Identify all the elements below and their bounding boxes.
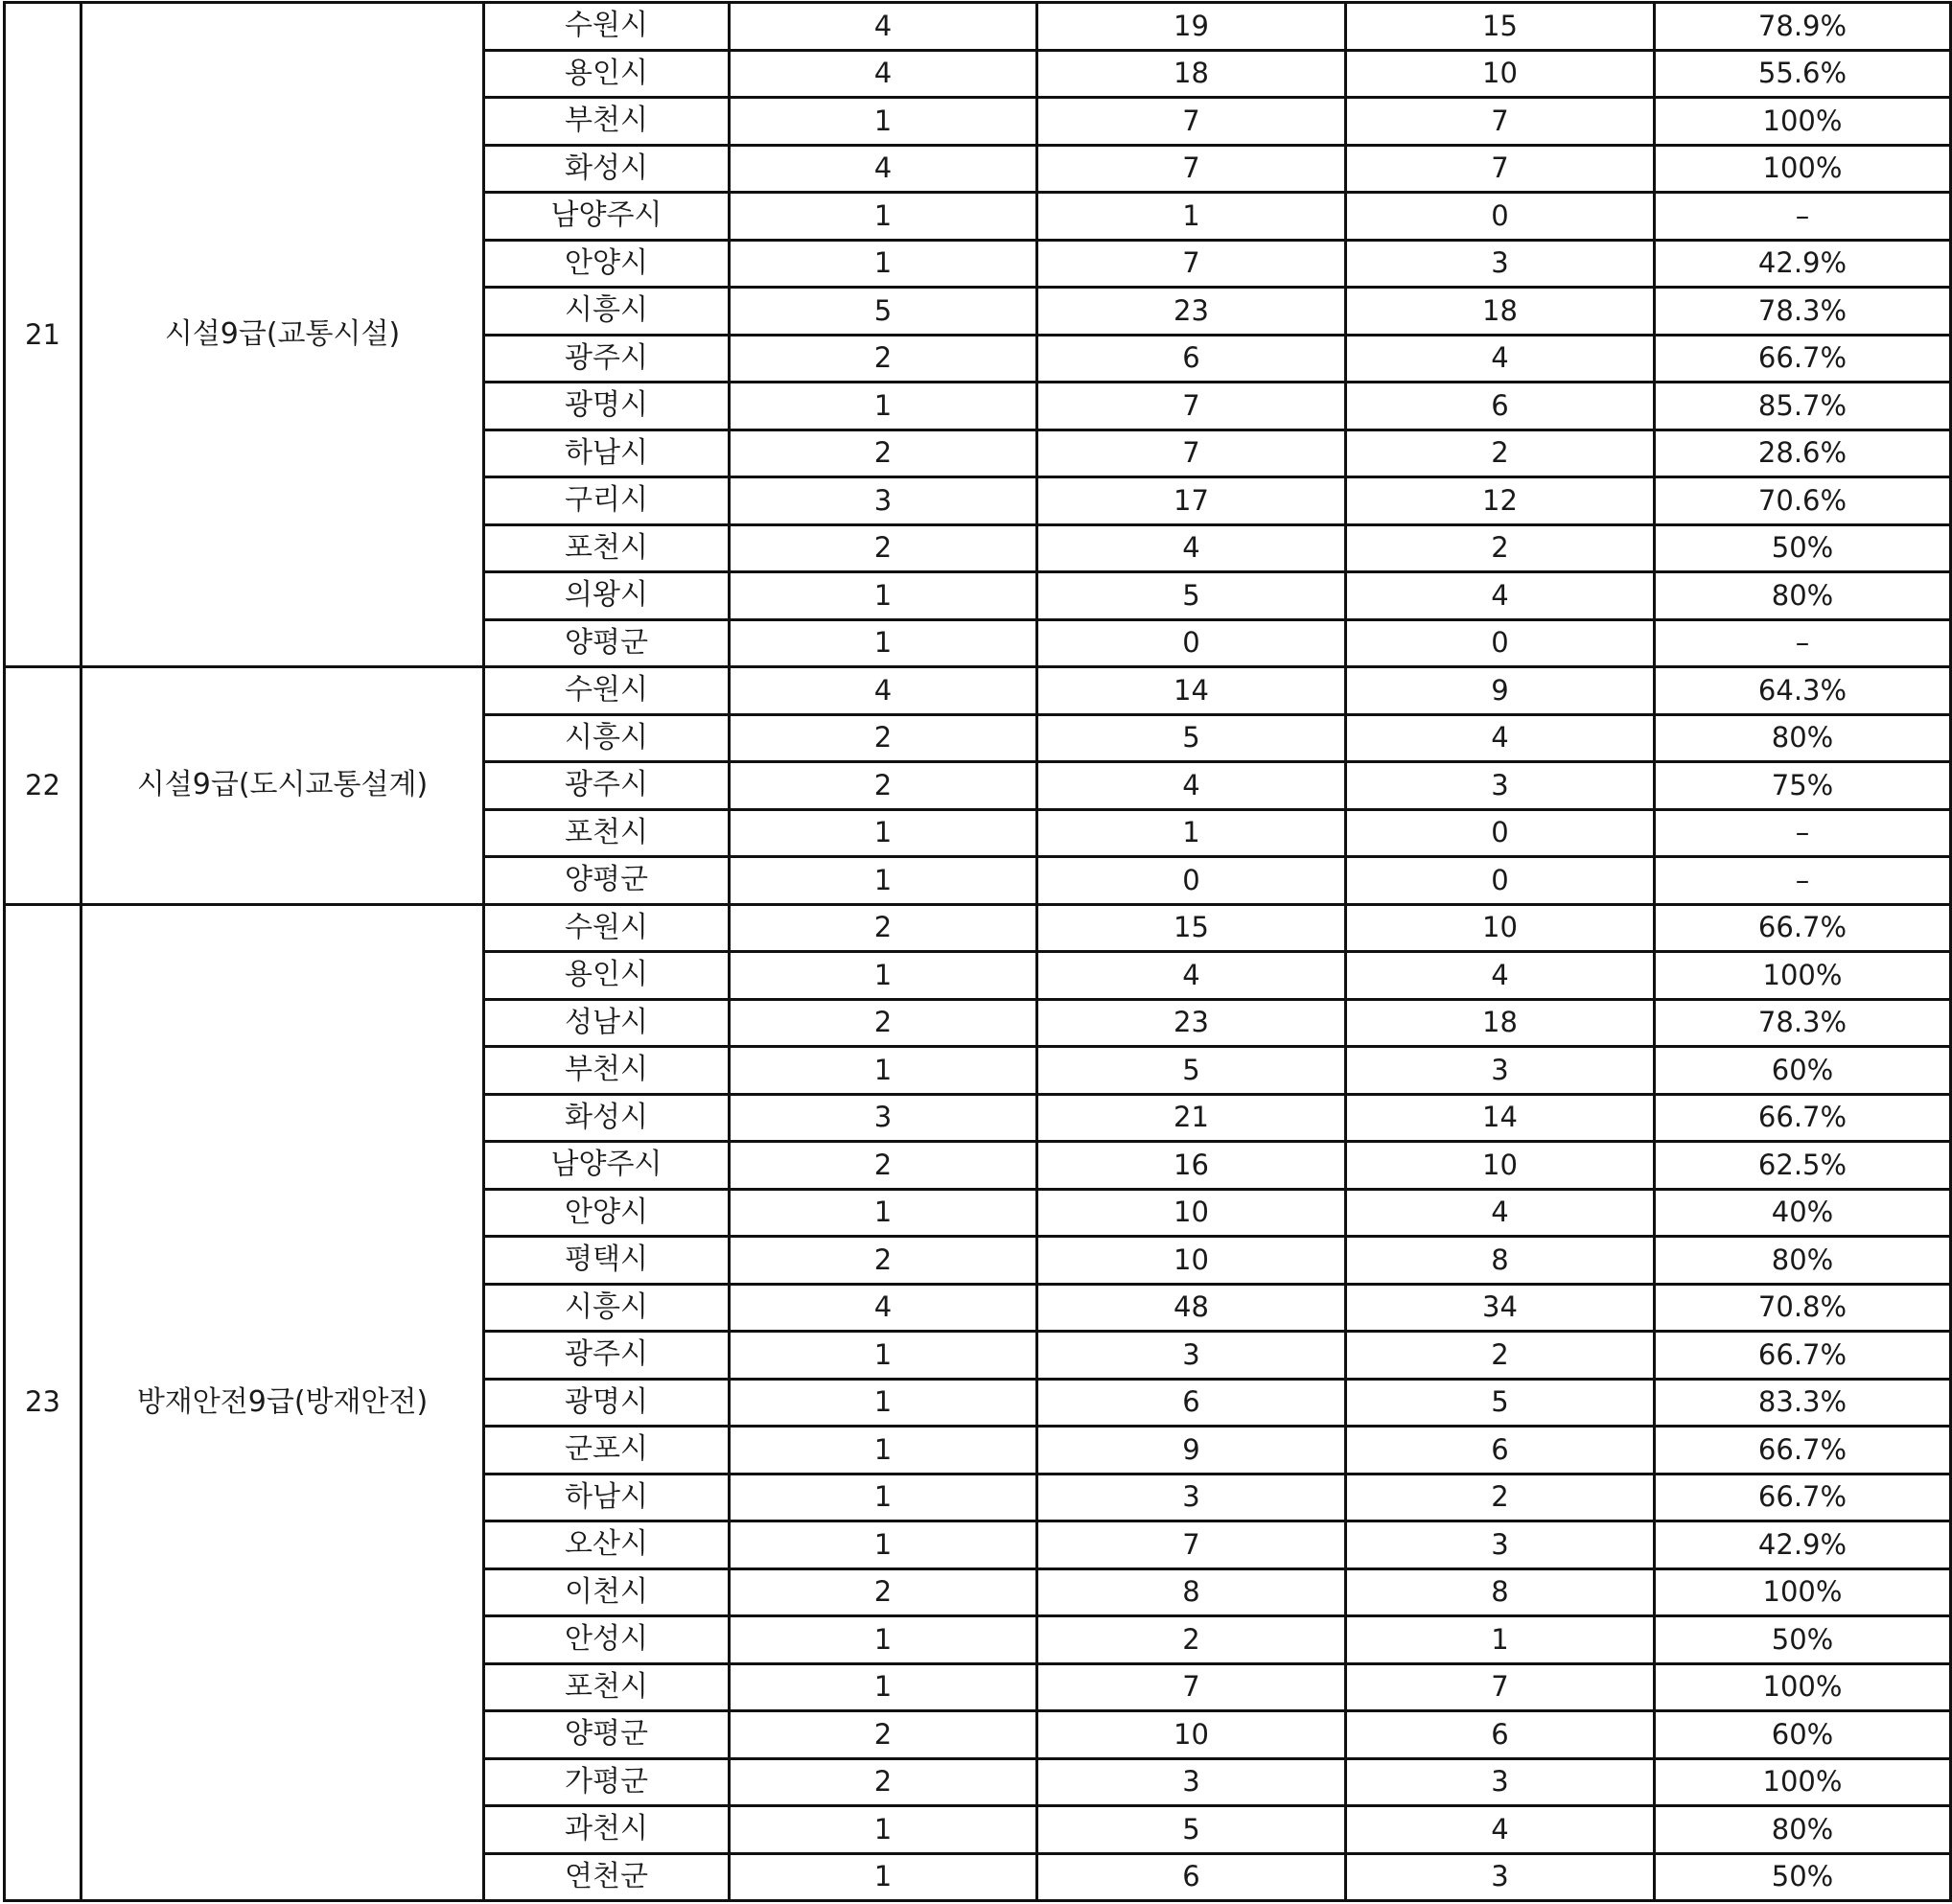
seats-cell: 3 [730,477,1037,525]
region-cell: 광주시 [484,1332,730,1380]
seats-cell: 1 [730,1332,1037,1380]
applicants-cell: 21 [1037,1094,1346,1142]
region-cell: 안양시 [484,1189,730,1237]
applicants-cell: 4 [1037,762,1346,810]
seats-cell: 5 [730,288,1037,336]
passers-cell: 6 [1346,1711,1655,1759]
seats-cell: 1 [730,1047,1037,1095]
applicants-cell: 6 [1037,1853,1346,1901]
table-row [5,3,1951,51]
seats-cell: 1 [730,1521,1037,1569]
rate-cell: 28.6% [1655,430,1951,477]
passers-cell: 4 [1346,1806,1655,1854]
region-cell: 광명시 [484,1379,730,1427]
applicants-cell: 8 [1037,1568,1346,1616]
applicants-cell: 7 [1037,240,1346,288]
rate-cell: 66.7% [1655,1474,1951,1521]
table-body [5,3,1951,1901]
rate-cell: 42.9% [1655,240,1951,288]
region-cell: 시흥시 [484,714,730,762]
seats-cell: 1 [730,1427,1037,1474]
region-cell: 수원시 [484,904,730,952]
rate-cell: – [1655,809,1951,857]
region-cell: 광주시 [484,762,730,810]
region-cell: 이천시 [484,1568,730,1616]
rate-cell: 78.3% [1655,288,1951,336]
region-cell: 가평군 [484,1758,730,1806]
applicants-cell: 23 [1037,288,1346,336]
seats-cell: 4 [730,667,1037,715]
rate-cell: 85.7% [1655,383,1951,430]
passers-cell: 2 [1346,430,1655,477]
region-cell: 수원시 [484,667,730,715]
applicants-cell: 1 [1037,193,1346,241]
region-cell: 군포시 [484,1427,730,1474]
region-cell: 양평군 [484,619,730,667]
rate-cell: 100% [1655,145,1951,193]
applicants-cell: 5 [1037,1047,1346,1095]
seats-cell: 1 [730,1616,1037,1664]
passers-cell: 6 [1346,1427,1655,1474]
passers-cell: 4 [1346,1189,1655,1237]
rate-cell: – [1655,193,1951,241]
applicants-cell: 3 [1037,1758,1346,1806]
rate-cell: 83.3% [1655,1379,1951,1427]
seats-cell: 1 [730,1379,1037,1427]
job-category-cell: 방재안전9급(방재안전) [81,904,484,1901]
region-cell: 과천시 [484,1806,730,1854]
rate-cell: 55.6% [1655,50,1951,98]
table-row [5,904,1951,952]
region-cell: 양평군 [484,1711,730,1759]
rate-cell: 50% [1655,524,1951,572]
passers-cell: 0 [1346,193,1655,241]
applicants-cell: 2 [1037,1616,1346,1664]
seats-cell: 1 [730,857,1037,905]
applicants-cell: 14 [1037,667,1346,715]
passers-cell: 6 [1346,383,1655,430]
job-category-cell: 시설9급(교통시설) [81,3,484,667]
group-number-cell: 22 [5,667,81,905]
rate-cell: 64.3% [1655,667,1951,715]
applicants-cell: 9 [1037,1427,1346,1474]
rate-cell: 100% [1655,1568,1951,1616]
passers-cell: 18 [1346,999,1655,1047]
applicants-cell: 7 [1037,145,1346,193]
passers-cell: 8 [1346,1568,1655,1616]
passers-cell: 3 [1346,1047,1655,1095]
applicants-cell: 23 [1037,999,1346,1047]
passers-cell: 4 [1346,335,1655,383]
passers-cell: 3 [1346,1521,1655,1569]
passers-cell: 1 [1346,1616,1655,1664]
table-row [5,667,1951,715]
rate-cell: 100% [1655,952,1951,1000]
applicants-cell: 3 [1037,1474,1346,1521]
seats-cell: 4 [730,3,1037,51]
region-cell: 화성시 [484,145,730,193]
rate-cell: 100% [1655,1758,1951,1806]
rate-cell: 75% [1655,762,1951,810]
job-category-cell: 시설9급(도시교통설계) [81,667,484,905]
region-cell: 부천시 [484,98,730,146]
passers-cell: 2 [1346,1332,1655,1380]
seats-cell: 2 [730,1758,1037,1806]
passers-cell: 4 [1346,714,1655,762]
passers-cell: 0 [1346,619,1655,667]
seats-cell: 1 [730,952,1037,1000]
passers-cell: 4 [1346,952,1655,1000]
passers-cell: 15 [1346,3,1655,51]
passers-cell: 3 [1346,1758,1655,1806]
recruitment-table [3,1,1952,1902]
region-cell: 남양주시 [484,193,730,241]
applicants-cell: 4 [1037,952,1346,1000]
rate-cell: 66.7% [1655,1094,1951,1142]
seats-cell: 4 [730,145,1037,193]
rate-cell: 60% [1655,1047,1951,1095]
applicants-cell: 7 [1037,1521,1346,1569]
region-cell: 안성시 [484,1616,730,1664]
group-number-cell: 21 [5,3,81,667]
region-cell: 수원시 [484,3,730,51]
passers-cell: 14 [1346,1094,1655,1142]
seats-cell: 4 [730,50,1037,98]
region-cell: 시흥시 [484,1284,730,1332]
rate-cell: 80% [1655,714,1951,762]
region-cell: 의왕시 [484,572,730,620]
region-cell: 하남시 [484,1474,730,1521]
passers-cell: 8 [1346,1237,1655,1285]
applicants-cell: 10 [1037,1711,1346,1759]
rate-cell: 42.9% [1655,1521,1951,1569]
passers-cell: 7 [1346,145,1655,193]
passers-cell: 0 [1346,857,1655,905]
region-cell: 남양주시 [484,1142,730,1190]
seats-cell: 1 [730,240,1037,288]
applicants-cell: 1 [1037,809,1346,857]
applicants-cell: 10 [1037,1237,1346,1285]
region-cell: 광주시 [484,335,730,383]
applicants-cell: 19 [1037,3,1346,51]
seats-cell: 2 [730,904,1037,952]
region-cell: 하남시 [484,430,730,477]
seats-cell: 2 [730,714,1037,762]
region-cell: 용인시 [484,50,730,98]
seats-cell: 1 [730,98,1037,146]
seats-cell: 1 [730,1189,1037,1237]
region-cell: 화성시 [484,1094,730,1142]
passers-cell: 10 [1346,904,1655,952]
applicants-cell: 5 [1037,1806,1346,1854]
seats-cell: 1 [730,1663,1037,1711]
seats-cell: 1 [730,1853,1037,1901]
region-cell: 광명시 [484,383,730,430]
region-cell: 시흥시 [484,288,730,336]
seats-cell: 2 [730,335,1037,383]
region-cell: 평택시 [484,1237,730,1285]
passers-cell: 10 [1346,50,1655,98]
rate-cell: 62.5% [1655,1142,1951,1190]
seats-cell: 2 [730,524,1037,572]
passers-cell: 7 [1346,98,1655,146]
seats-cell: 2 [730,1142,1037,1190]
region-cell: 포천시 [484,524,730,572]
rate-cell: 78.3% [1655,999,1951,1047]
seats-cell: 2 [730,1237,1037,1285]
region-cell: 양평군 [484,857,730,905]
seats-cell: 3 [730,1094,1037,1142]
passers-cell: 4 [1346,572,1655,620]
rate-cell: 80% [1655,1237,1951,1285]
passers-cell: 3 [1346,1853,1655,1901]
rate-cell: 100% [1655,1663,1951,1711]
applicants-cell: 5 [1037,714,1346,762]
applicants-cell: 17 [1037,477,1346,525]
seats-cell: 1 [730,383,1037,430]
applicants-cell: 10 [1037,1189,1346,1237]
rate-cell: 50% [1655,1616,1951,1664]
seats-cell: 4 [730,1284,1037,1332]
seats-cell: 2 [730,762,1037,810]
applicants-cell: 16 [1037,1142,1346,1190]
applicants-cell: 5 [1037,572,1346,620]
passers-cell: 5 [1346,1379,1655,1427]
passers-cell: 10 [1346,1142,1655,1190]
rate-cell: 80% [1655,572,1951,620]
applicants-cell: 7 [1037,98,1346,146]
passers-cell: 18 [1346,288,1655,336]
region-cell: 연천군 [484,1853,730,1901]
seats-cell: 1 [730,1474,1037,1521]
applicants-cell: 7 [1037,430,1346,477]
rate-cell: 66.7% [1655,904,1951,952]
passers-cell: 34 [1346,1284,1655,1332]
region-cell: 성남시 [484,999,730,1047]
applicants-cell: 0 [1037,619,1346,667]
region-cell: 오산시 [484,1521,730,1569]
applicants-cell: 6 [1037,1379,1346,1427]
rate-cell: 100% [1655,98,1951,146]
region-cell: 안양시 [484,240,730,288]
rate-cell: 66.7% [1655,1427,1951,1474]
rate-cell: 70.8% [1655,1284,1951,1332]
seats-cell: 2 [730,430,1037,477]
passers-cell: 12 [1346,477,1655,525]
rate-cell: – [1655,857,1951,905]
applicants-cell: 48 [1037,1284,1346,1332]
applicants-cell: 7 [1037,1663,1346,1711]
applicants-cell: 7 [1037,383,1346,430]
seats-cell: 2 [730,1711,1037,1759]
seats-cell: 1 [730,193,1037,241]
passers-cell: 3 [1346,762,1655,810]
region-cell: 구리시 [484,477,730,525]
applicants-cell: 3 [1037,1332,1346,1380]
region-cell: 포천시 [484,1663,730,1711]
seats-cell: 2 [730,1568,1037,1616]
group-number-cell: 23 [5,904,81,1901]
passers-cell: 0 [1346,809,1655,857]
passers-cell: 2 [1346,1474,1655,1521]
applicants-cell: 18 [1037,50,1346,98]
rate-cell: 70.6% [1655,477,1951,525]
rate-cell: 40% [1655,1189,1951,1237]
passers-cell: 7 [1346,1663,1655,1711]
region-cell: 부천시 [484,1047,730,1095]
applicants-cell: 15 [1037,904,1346,952]
rate-cell: 78.9% [1655,3,1951,51]
applicants-cell: 4 [1037,524,1346,572]
seats-cell: 1 [730,572,1037,620]
passers-cell: 9 [1346,667,1655,715]
rate-cell: – [1655,619,1951,667]
rate-cell: 80% [1655,1806,1951,1854]
region-cell: 용인시 [484,952,730,1000]
rate-cell: 50% [1655,1853,1951,1901]
seats-cell: 2 [730,999,1037,1047]
rate-cell: 60% [1655,1711,1951,1759]
seats-cell: 1 [730,809,1037,857]
region-cell: 포천시 [484,809,730,857]
applicants-cell: 6 [1037,335,1346,383]
rate-cell: 66.7% [1655,335,1951,383]
seats-cell: 1 [730,619,1037,667]
passers-cell: 2 [1346,524,1655,572]
applicants-cell: 0 [1037,857,1346,905]
passers-cell: 3 [1346,240,1655,288]
rate-cell: 66.7% [1655,1332,1951,1380]
seats-cell: 1 [730,1806,1037,1854]
